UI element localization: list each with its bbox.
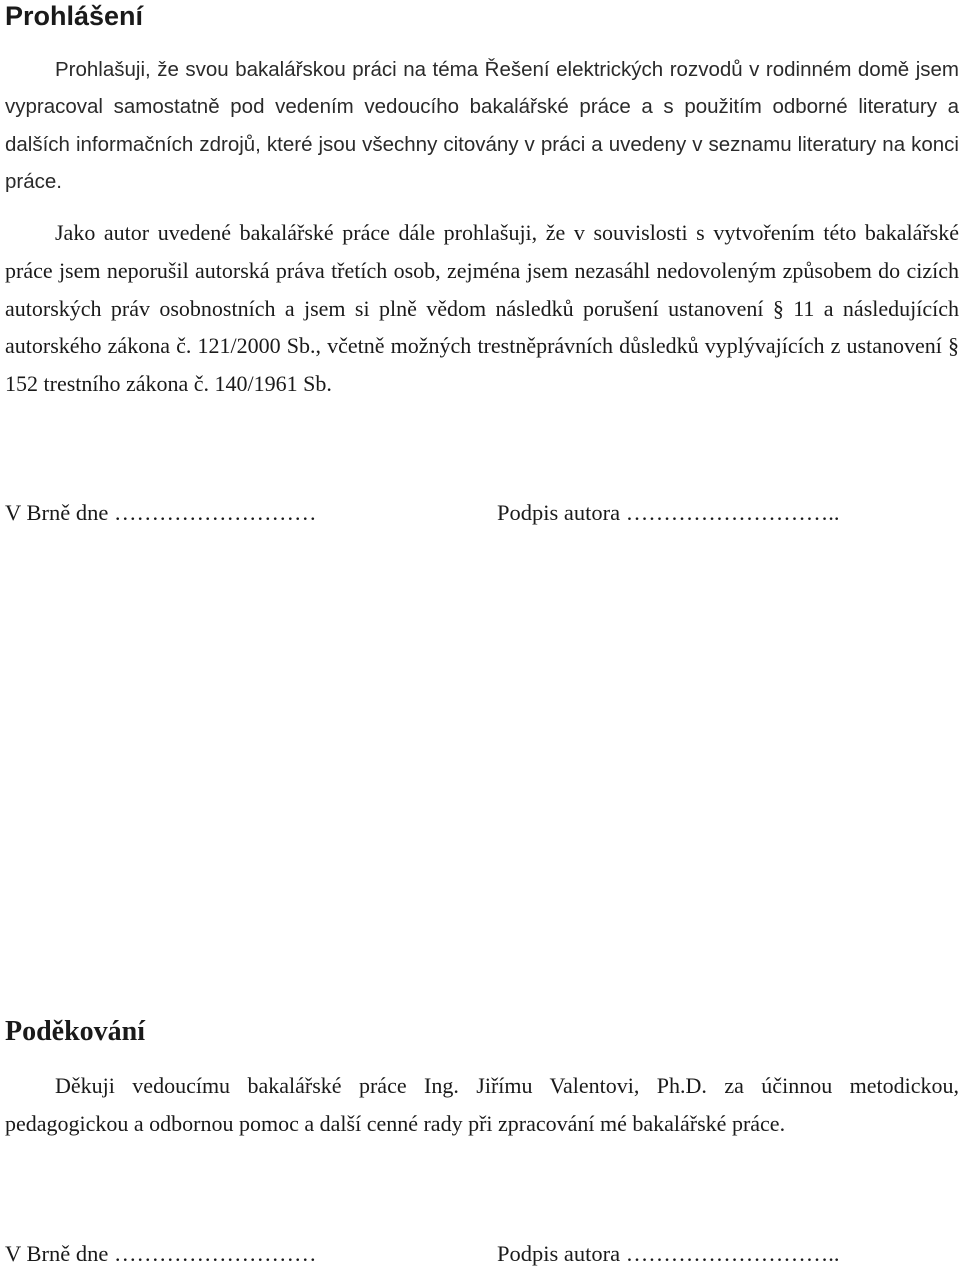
declaration-paragraph-2: Jako autor uvedené bakalářské práce dále prohlašuji, že v souvislosti s vytvořením této bakalářské práce jsem neporušil autorská práva třetích osob, zejména jsem nezasáhl nedovoleným způsobem do cizích autorských práv osobnostních a jsem si plně vědom následků porušení ustanovení § 11 a následujících autorského zákona č. 121/2000 Sb., včetně možných trestněprávních důsledků vyplývajících z ustanovení § 152 trestního zákona č. 140/1961 Sb. [5, 220, 959, 397]
declaration-paragraph-1: Prohlašuji, že svou bakalářskou práci na téma Řešení elektrických rozvodů v rodinném domě jsem vypracoval samostatně pod vedením vedoucího bakalářské práce a s použitím odborné literatury a dalších informačních zdrojů, které jsou všechny citovány v práci a uvedeny v seznamu literatury na konci práce. [5, 58, 959, 193]
author-signature-line: Podpis autora ……………………….. [497, 500, 840, 525]
acknowledgement-heading: Poděkování [5, 1016, 146, 1047]
place-date-line: V Brně dne ……………………… [5, 500, 317, 525]
acknowledgement-paragraph: Děkuji vedoucímu bakalářské práce Ing. Jiřímu Valentovi, Ph.D. za účinnou metodickou, pedagogickou a odbornou pomoc a další cenné rady při zpracování mé bakalářské práce. [5, 1073, 959, 1136]
acknowledgement-signature-row [5, 1237, 959, 1271]
declaration-heading: Prohlášení [5, 1, 144, 31]
author-signature-line: Podpis autora ……………………….. [497, 1241, 840, 1266]
declaration-signature-row [5, 496, 959, 530]
place-date-line: V Brně dne ……………………… [5, 1241, 317, 1266]
